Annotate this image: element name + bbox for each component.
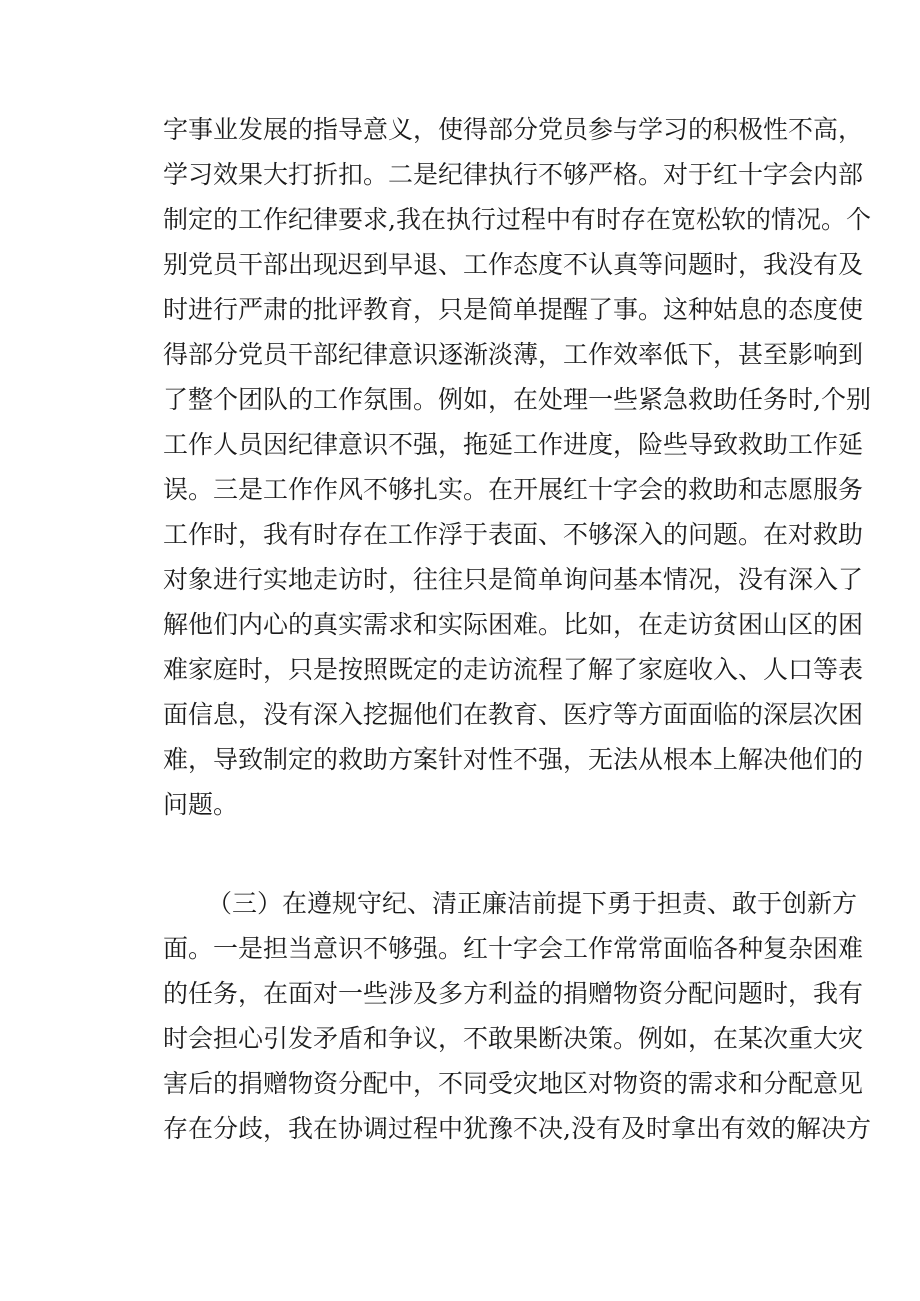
text-line: 别党员干部出现迟到早退、工作态度不认真等问题时，我没有及: [163, 250, 864, 279]
text-line: 的任务，在面对一些涉及多方利益的捐赠物资分配问题时，我有: [163, 979, 864, 1008]
text-line: 解他们内心的真实需求和实际困难。比如，在走访贫困山区的困: [163, 610, 864, 639]
text-line: 时会担心引发矛盾和争议，不敢果断决策。例如，在某次重大灾: [163, 1024, 864, 1053]
text-line: 字事业发展的指导意义，使得部分党员参与学习的积极性不高，: [163, 115, 864, 144]
text-line: 害后的捐赠物资分配中，不同受灾地区对物资的需求和分配意见: [163, 1069, 864, 1098]
text-line: 问题。: [163, 790, 239, 819]
text-line: 工作时，我有时存在工作浮于表面、不够深入的问题。在对救助: [163, 520, 864, 549]
text-line: 了整个团队的工作氛围。例如，在处理一些紧急救助任务时,个别: [163, 385, 871, 414]
text-line: 时进行严肃的批评教育，只是简单提醒了事。这种姑息的态度使: [163, 295, 864, 324]
section-three-paragraph: [163, 881, 871, 1151]
text-line: 误。三是工作作风不够扎实。在开展红十字会的救助和志愿服务: [163, 475, 864, 504]
text-line: 对象进行实地走访时，往往只是简单询问基本情况，没有深入了: [163, 565, 864, 594]
paragraph-continuation: [163, 107, 871, 827]
text-line: 得部分党员干部纪律意识逐渐淡薄，工作效率低下，甚至影响到: [163, 340, 864, 369]
text-line: 存在分歧，我在协调过程中犹豫不决,没有及时拿出有效的解决方: [163, 1114, 871, 1143]
text-line: 难家庭时，只是按照既定的走访流程了解了家庭收入、人口等表: [163, 655, 864, 684]
text-line: 难，导致制定的救助方案针对性不强，无法从根本上解决他们的: [163, 745, 864, 774]
section-heading-line: （三）在遵规守纪、清正廉洁前提下勇于担责、敢于创新方: [207, 889, 858, 918]
text-line: 制定的工作纪律要求,我在执行过程中有时存在宽松软的情况。个: [163, 205, 871, 234]
text-line: 工作人员因纪律意识不强，拖延工作进度，险些导致救助工作延: [163, 430, 864, 459]
text-line: 面。一是担当意识不够强。红十字会工作常常面临各种复杂困难: [163, 934, 864, 963]
text-line: 面信息，没有深入挖掘他们在教育、医疗等方面面临的深层次困: [163, 700, 864, 729]
text-line: 学习效果大打折扣。二是纪律执行不够严格。对于红十字会内部: [163, 160, 864, 189]
